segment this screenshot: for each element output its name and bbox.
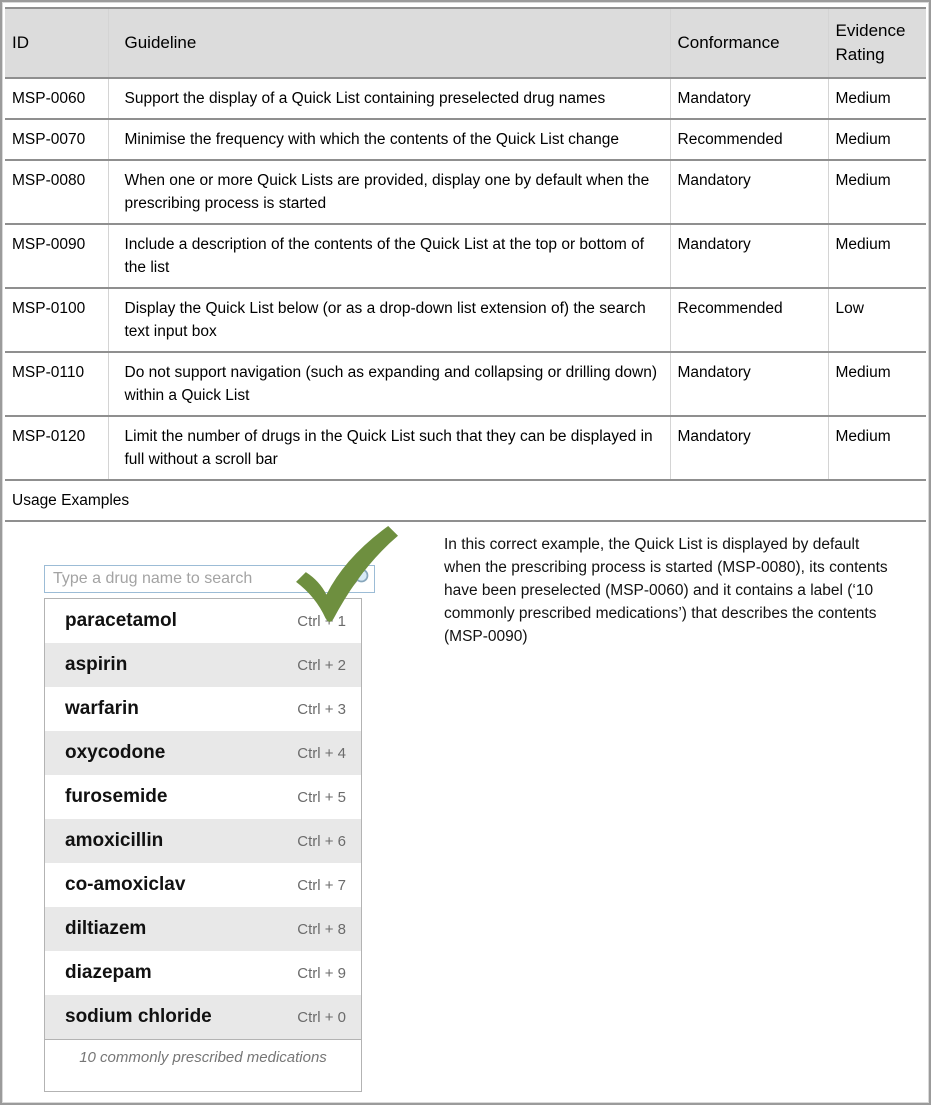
list-item[interactable] bbox=[45, 687, 361, 731]
column-header-id: ID bbox=[5, 8, 108, 78]
guideline-text: Display the Quick List below (or as a drop-down list extension of) the search text input box bbox=[108, 288, 670, 352]
drug-name: warfarin bbox=[65, 698, 139, 719]
guideline-evidence: Medium bbox=[828, 416, 926, 480]
guideline-conformance: Mandatory bbox=[670, 416, 828, 480]
list-item[interactable] bbox=[45, 731, 361, 775]
table-row bbox=[5, 224, 926, 288]
guideline-text: When one or more Quick Lists are provided, display one by default when the prescribing process is started bbox=[108, 160, 670, 224]
guideline-conformance: Recommended bbox=[670, 288, 828, 352]
guideline-id: MSP-0080 bbox=[5, 160, 108, 224]
guideline-conformance: Mandatory bbox=[670, 224, 828, 288]
list-item[interactable] bbox=[45, 907, 361, 951]
section-header-row bbox=[5, 480, 926, 521]
example-description: In this correct example, the Quick List is displayed by default when the prescribing process is started (MSP-0080), its contents have been preselected (MSP-0060) and it contains a label (‘10 commonly prescribed medications’) that describes the contents (MSP-0090) bbox=[444, 536, 888, 645]
table-row bbox=[5, 78, 926, 119]
drug-name: oxycodone bbox=[65, 742, 166, 763]
guideline-id: MSP-0100 bbox=[5, 288, 108, 352]
guideline-conformance: Recommended bbox=[670, 119, 828, 160]
guideline-id: MSP-0120 bbox=[5, 416, 108, 480]
list-item[interactable] bbox=[45, 863, 361, 907]
shortcut-label: Ctrl + 6 bbox=[297, 832, 346, 850]
shortcut-label: Ctrl + 9 bbox=[297, 964, 346, 982]
column-header-conformance: Conformance bbox=[670, 8, 828, 78]
guideline-text: Do not support navigation (such as expanding and collapsing or drilling down) within a Quick List bbox=[108, 352, 670, 416]
drug-name: furosemide bbox=[65, 786, 168, 807]
guideline-evidence: Low bbox=[828, 288, 926, 352]
shortcut-label: Ctrl + 4 bbox=[297, 744, 346, 762]
guideline-text: Support the display of a Quick List containing preselected drug names bbox=[108, 78, 670, 119]
usage-examples-header: Usage Examples bbox=[5, 480, 926, 521]
shortcut-label: Ctrl + 2 bbox=[297, 656, 346, 674]
guideline-id: MSP-0060 bbox=[5, 78, 108, 119]
guideline-evidence: Medium bbox=[828, 224, 926, 288]
drug-name: amoxicillin bbox=[65, 830, 164, 851]
table-row bbox=[5, 119, 926, 160]
guideline-id: MSP-0070 bbox=[5, 119, 108, 160]
list-item[interactable] bbox=[45, 995, 361, 1039]
table-header-row bbox=[5, 8, 926, 78]
guideline-evidence: Medium bbox=[828, 160, 926, 224]
guideline-evidence: Medium bbox=[828, 352, 926, 416]
guidelines-table bbox=[5, 7, 926, 522]
guideline-text: Limit the number of drugs in the Quick List such that they can be displayed in full without a scroll bar bbox=[108, 416, 670, 480]
table-row bbox=[5, 416, 926, 480]
quick-list bbox=[44, 598, 362, 1092]
guideline-conformance: Mandatory bbox=[670, 352, 828, 416]
list-item[interactable] bbox=[45, 951, 361, 995]
list-item[interactable] bbox=[45, 643, 361, 687]
guideline-evidence: Medium bbox=[828, 119, 926, 160]
usage-example-section bbox=[5, 522, 926, 1105]
drug-name: aspirin bbox=[65, 654, 128, 675]
shortcut-label: Ctrl + 0 bbox=[297, 1008, 346, 1026]
drug-name: diazepam bbox=[65, 962, 152, 983]
shortcut-label: Ctrl + 7 bbox=[297, 876, 346, 894]
drug-name: paracetamol bbox=[65, 610, 177, 631]
table-row bbox=[5, 288, 926, 352]
drug-name: sodium chloride bbox=[65, 1006, 212, 1027]
shortcut-label: Ctrl + 5 bbox=[297, 788, 346, 806]
guideline-conformance: Mandatory bbox=[670, 78, 828, 119]
column-header-guideline: Guideline bbox=[108, 8, 670, 78]
guideline-evidence: Medium bbox=[828, 78, 926, 119]
shortcut-label: Ctrl + 1 bbox=[297, 612, 346, 630]
column-header-evidence-rating: Evidence Rating bbox=[828, 8, 926, 78]
quick-list-footer-label: 10 commonly prescribed medications bbox=[45, 1039, 361, 1091]
list-item[interactable] bbox=[45, 819, 361, 863]
drug-name: co-amoxiclav bbox=[65, 874, 186, 895]
guideline-id: MSP-0110 bbox=[5, 352, 108, 416]
list-item[interactable] bbox=[45, 775, 361, 819]
correct-check-icon bbox=[293, 526, 403, 626]
guideline-conformance: Mandatory bbox=[670, 160, 828, 224]
shortcut-label: Ctrl + 3 bbox=[297, 700, 346, 718]
guideline-text: Minimise the frequency with which the contents of the Quick List change bbox=[108, 119, 670, 160]
table-row bbox=[5, 160, 926, 224]
guideline-id: MSP-0090 bbox=[5, 224, 108, 288]
guideline-text: Include a description of the contents of the Quick List at the top or bottom of the list bbox=[108, 224, 670, 288]
shortcut-label: Ctrl + 8 bbox=[297, 920, 346, 938]
drug-name: diltiazem bbox=[65, 918, 147, 939]
table-row bbox=[5, 352, 926, 416]
